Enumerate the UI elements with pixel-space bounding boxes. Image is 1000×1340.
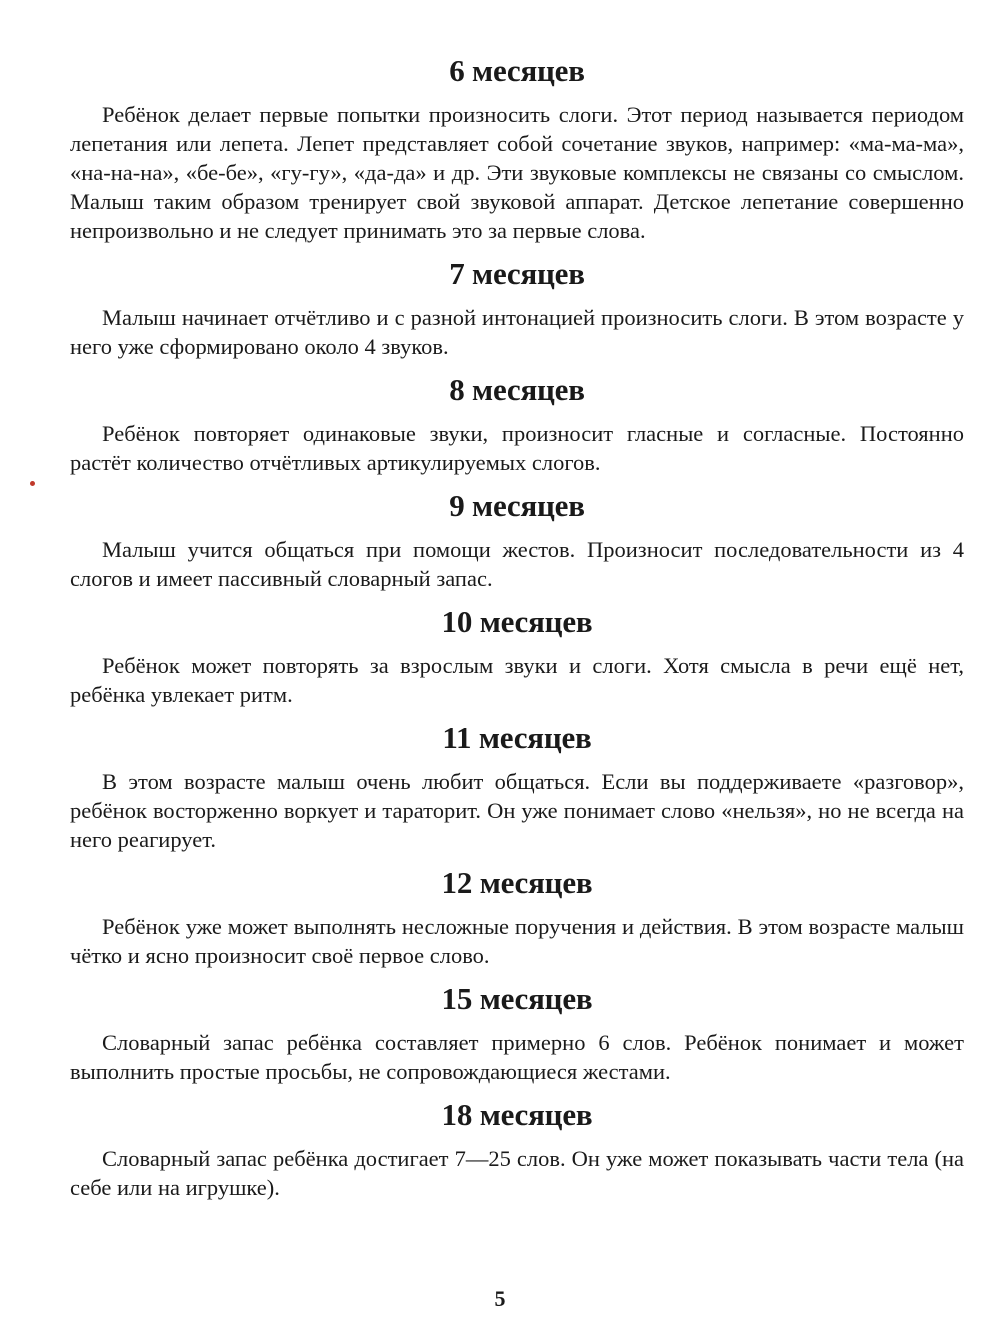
- section-title-10-months: 10 месяцев: [441, 604, 593, 639]
- section-text-18-months: Словарный запас ребёнка достигает 7—25 слов. Он уже может показывать части тела (на себе или на игрушке).: [70, 1146, 964, 1200]
- section-title-9-months: 9 месяцев: [449, 488, 585, 523]
- section-text-6-months: Ребёнок делает первые попытки произносить слоги. Этот период называется периодом лепетания или лепета. Лепет представляет собой сочетание звуков, например: «ма-ма-ма», «на-на-на», «бе-бе», «гу-гу», «да-да» и др. Эти звуковые комплексы не связаны со смыслом. Малыш таким образом тренирует свой звуковой аппарат. Детское лепетание совершенно непроизвольно и не следует принимать это за первые слова.: [70, 102, 964, 243]
- section-text-11-months: В этом возрасте малыш очень любит общаться. Если вы поддерживаете «разговор», ребёнок восторженно воркует и тараторит. Он уже понимает слово «нельзя», но не всегда на него реагирует.: [70, 769, 964, 852]
- section-text-7-months: Малыш начинает отчётливо и с разной интонацией произносить слоги. В этом возрасте у него уже сформировано около 4 звуков.: [70, 305, 964, 359]
- section-text-9-months: Малыш учится общаться при помощи жестов. Произносит последовательности из 4 слогов и имеет пассивный словарный запас.: [70, 537, 964, 591]
- section-text-15-months: Словарный запас ребёнка составляет примерно 6 слов. Ребёнок понимает и может выполнить простые просьбы, не сопровождающиеся жестами.: [70, 1030, 964, 1084]
- section-title-11-months: 11 месяцев: [442, 720, 592, 755]
- section-text-10-months: Ребёнок может повторять за взрослым звуки и слоги. Хотя смысла в речи ещё нет, ребёнка увлекает ритм.: [70, 653, 964, 707]
- section-title-15-months: 15 месяцев: [441, 981, 593, 1016]
- ink-speck: [30, 481, 35, 486]
- section-title-7-months: 7 месяцев: [449, 256, 585, 291]
- section-text-8-months: Ребёнок повторяет одинаковые звуки, произносит гласные и согласные. Постоянно растёт количество отчётливых артикулируемых слогов.: [70, 421, 964, 475]
- section-title-8-months: 8 месяцев: [449, 372, 585, 407]
- section-title-12-months: 12 месяцев: [441, 865, 593, 900]
- page-number: 5: [494, 1286, 506, 1311]
- section-title-18-months: 18 месяцев: [441, 1097, 593, 1132]
- section-text-12-months: Ребёнок уже может выполнять несложные поручения и действия. В этом возрасте малыш чётко и ясно произносит своё первое слово.: [70, 914, 964, 968]
- section-title-6-months: 6 месяцев: [449, 53, 585, 88]
